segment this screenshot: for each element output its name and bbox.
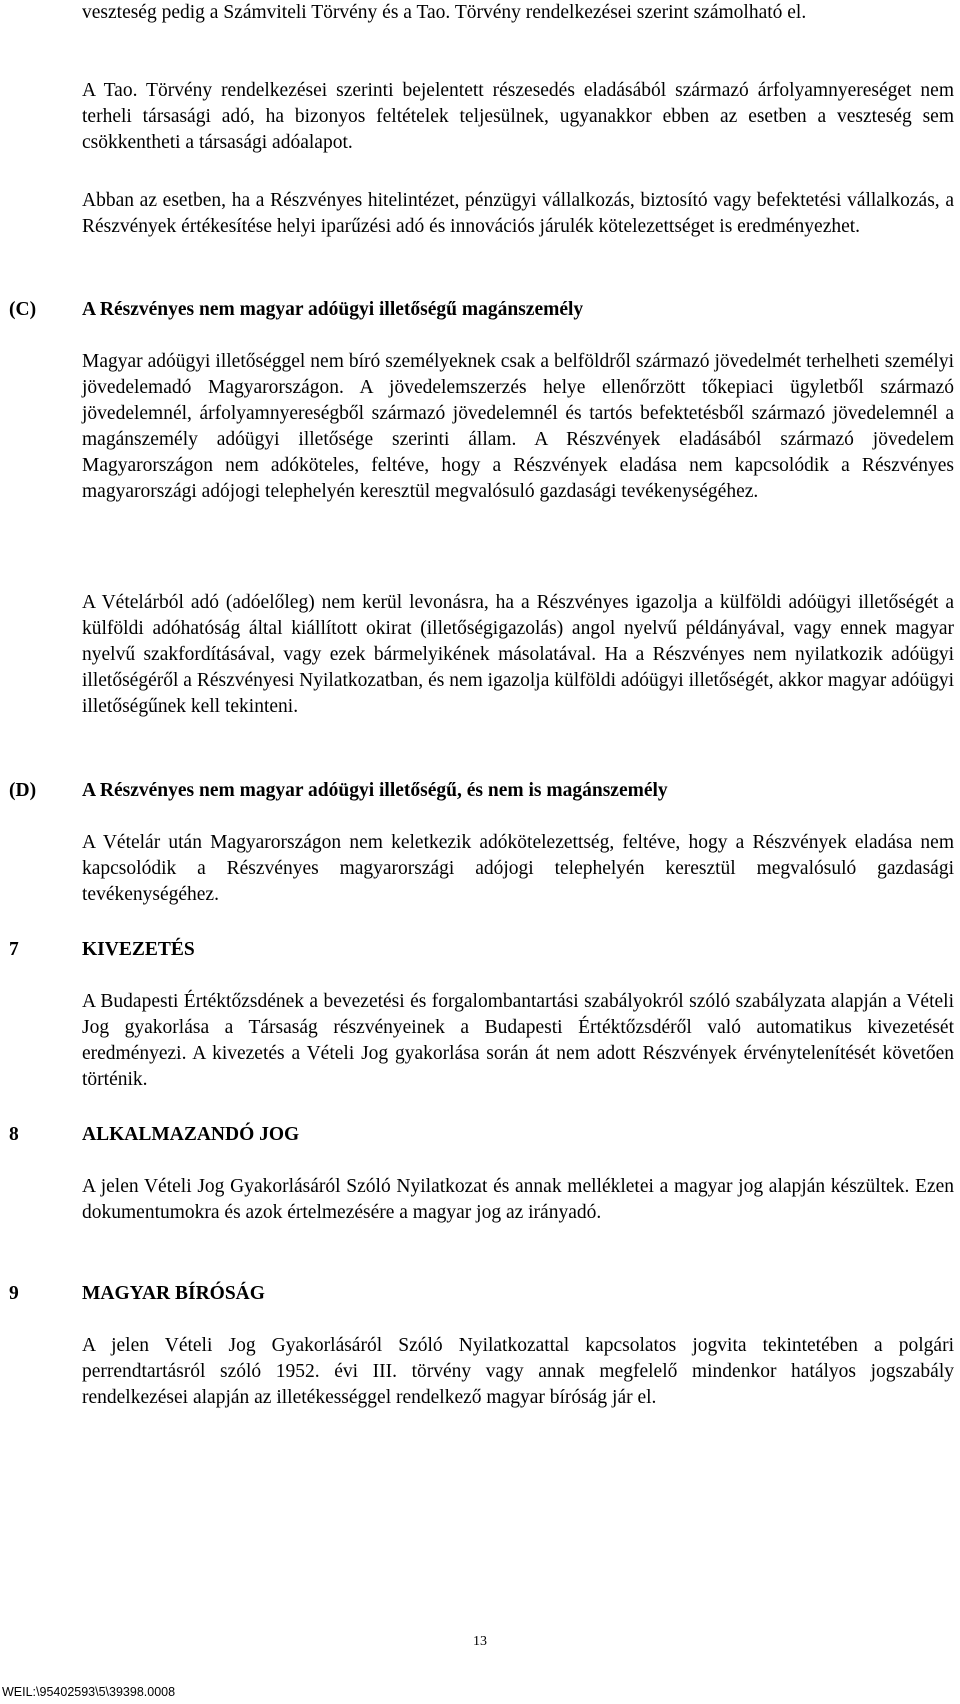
paragraph-delisting: A Budapesti Értéktőzsdének a bevezetési és forgalombantartási szabályokról szóló szabályzata alapján a Vételi Jog gyakorlása a Társaság részvényeinek a Budapesti Értéktőzsdéről való automatikus kivezetését eredményezi. A kivezetés a Vételi Jog gyakorlása során át nem adott Részvények érvénytelenítését követően történik.	[82, 991, 954, 1090]
paragraph-local-business-tax: Abban az esetben, ha a Részvényes hitelintézet, pénzügyi vállalkozás, biztosító vagy befektetési vállalkozás, a Részvények értékesítése helyi iparűzési adó és innovációs járulék kötelezettséget is eredményezhet.	[82, 190, 954, 237]
subsection-c-title: A Részvényes nem magyar adóügyi illetőségű magánszemély	[82, 299, 584, 320]
section-7-title: KIVEZETÉS	[82, 939, 195, 960]
document-reference: WEIL:\95402593\5\39398.0008	[2, 1685, 176, 1699]
paragraph-withholding-exemption: A Vételárból adó (adóelőleg) nem kerül levonásra, ha a Részvényes igazolja a külföldi adóügyi illetőségét a külföldi adóhatóság által kiállított okirat (illetőségigazolás) angol nyelvű példányával, vagy ennek magyar nyelvű szakfordításával, vagy ezek bármelyikének másolatával. Ha a Részvényes nem nyilatkozik adóügyi illetőségéről a Részvényesi Nyilatkozatban, és nem igazolja külföldi adóügyi illetőségét, akkor magyar adóügyi illetőségűnek kell tekinteni.	[82, 592, 954, 717]
paragraph-non-resident-individual: Magyar adóügyi illetőséggel nem bíró személyeknek csak a belföldről származó jövedelmét terhelheti személyi jövedelemadó Magyarországon. A jövedelemszerzés helye ellenőrzött tőkepiaci ügyletből származó jövedelemnél, árfolyamnyereségből származó jövedelemnél és tartós befektetésből származó jövedelemnél a magánszemély adóügyi illetősége szerinti állam. A Részvények eladásából származó jövedelem Magyarországon nem adóköteles, feltéve, hogy a Részvények eladása nem kapcsolódik a Részvényes magyarországi adójogi telephelyén keresztül megvalósuló gazdasági tevékenységéhez.	[82, 351, 954, 502]
section-9-number: 9	[9, 1283, 19, 1304]
section-7-number: 7	[9, 939, 19, 960]
subsection-d-marker: (D)	[9, 780, 37, 801]
paragraph-tao-capital-gain: A Tao. Törvény rendelkezései szerinti bejelentett részesedés eladásából származó árfolyamnyereséget nem terheli társasági adó, ha bizonyos feltételek teljesülnek, ugyanakkor ebben az esetben a veszteség sem csökkentheti a társasági adóalapot.	[82, 80, 954, 153]
subsection-c-marker: (C)	[9, 299, 37, 320]
page-number: 13	[473, 1634, 487, 1649]
section-8-title: ALKALMAZANDÓ JOG	[82, 1124, 300, 1145]
paragraph-governing-law: A jelen Vételi Jog Gyakorlásáról Szóló Nyilatkozat és annak mellékletei a magyar jog alapján készültek. Ezen dokumentumokra és azok értelmezésére a magyar jog az irányadó.	[82, 1176, 954, 1223]
paragraph-loss-accounting: veszteség pedig a Számviteli Törvény és a Tao. Törvény rendelkezései szerint számolható el.	[82, 2, 807, 23]
section-9-title: MAGYAR BÍRÓSÁG	[82, 1283, 265, 1304]
subsection-d-title: A Részvényes nem magyar adóügyi illetőségű, és nem is magánszemély	[82, 780, 668, 801]
section-8-number: 8	[9, 1124, 19, 1145]
paragraph-jurisdiction: A jelen Vételi Jog Gyakorlásáról Szóló Nyilatkozattal kapcsolatos jogvita tekintetében a polgári perrendtartásról szóló 1952. évi III. törvény vagy annak megfelelő mindenkor hatályos jogszabály rendelkezései alapján az illetékességgel rendelkező magyar bíróság jár el.	[82, 1335, 954, 1408]
paragraph-non-resident-entity: A Vételár után Magyarországon nem keletkezik adókötelezettség, feltéve, hogy a Részvények eladása nem kapcsolódik a Részvényes magyarországi adójogi telephelyén keresztül megvalósuló gazdasági tevékenységéhez.	[82, 832, 954, 905]
